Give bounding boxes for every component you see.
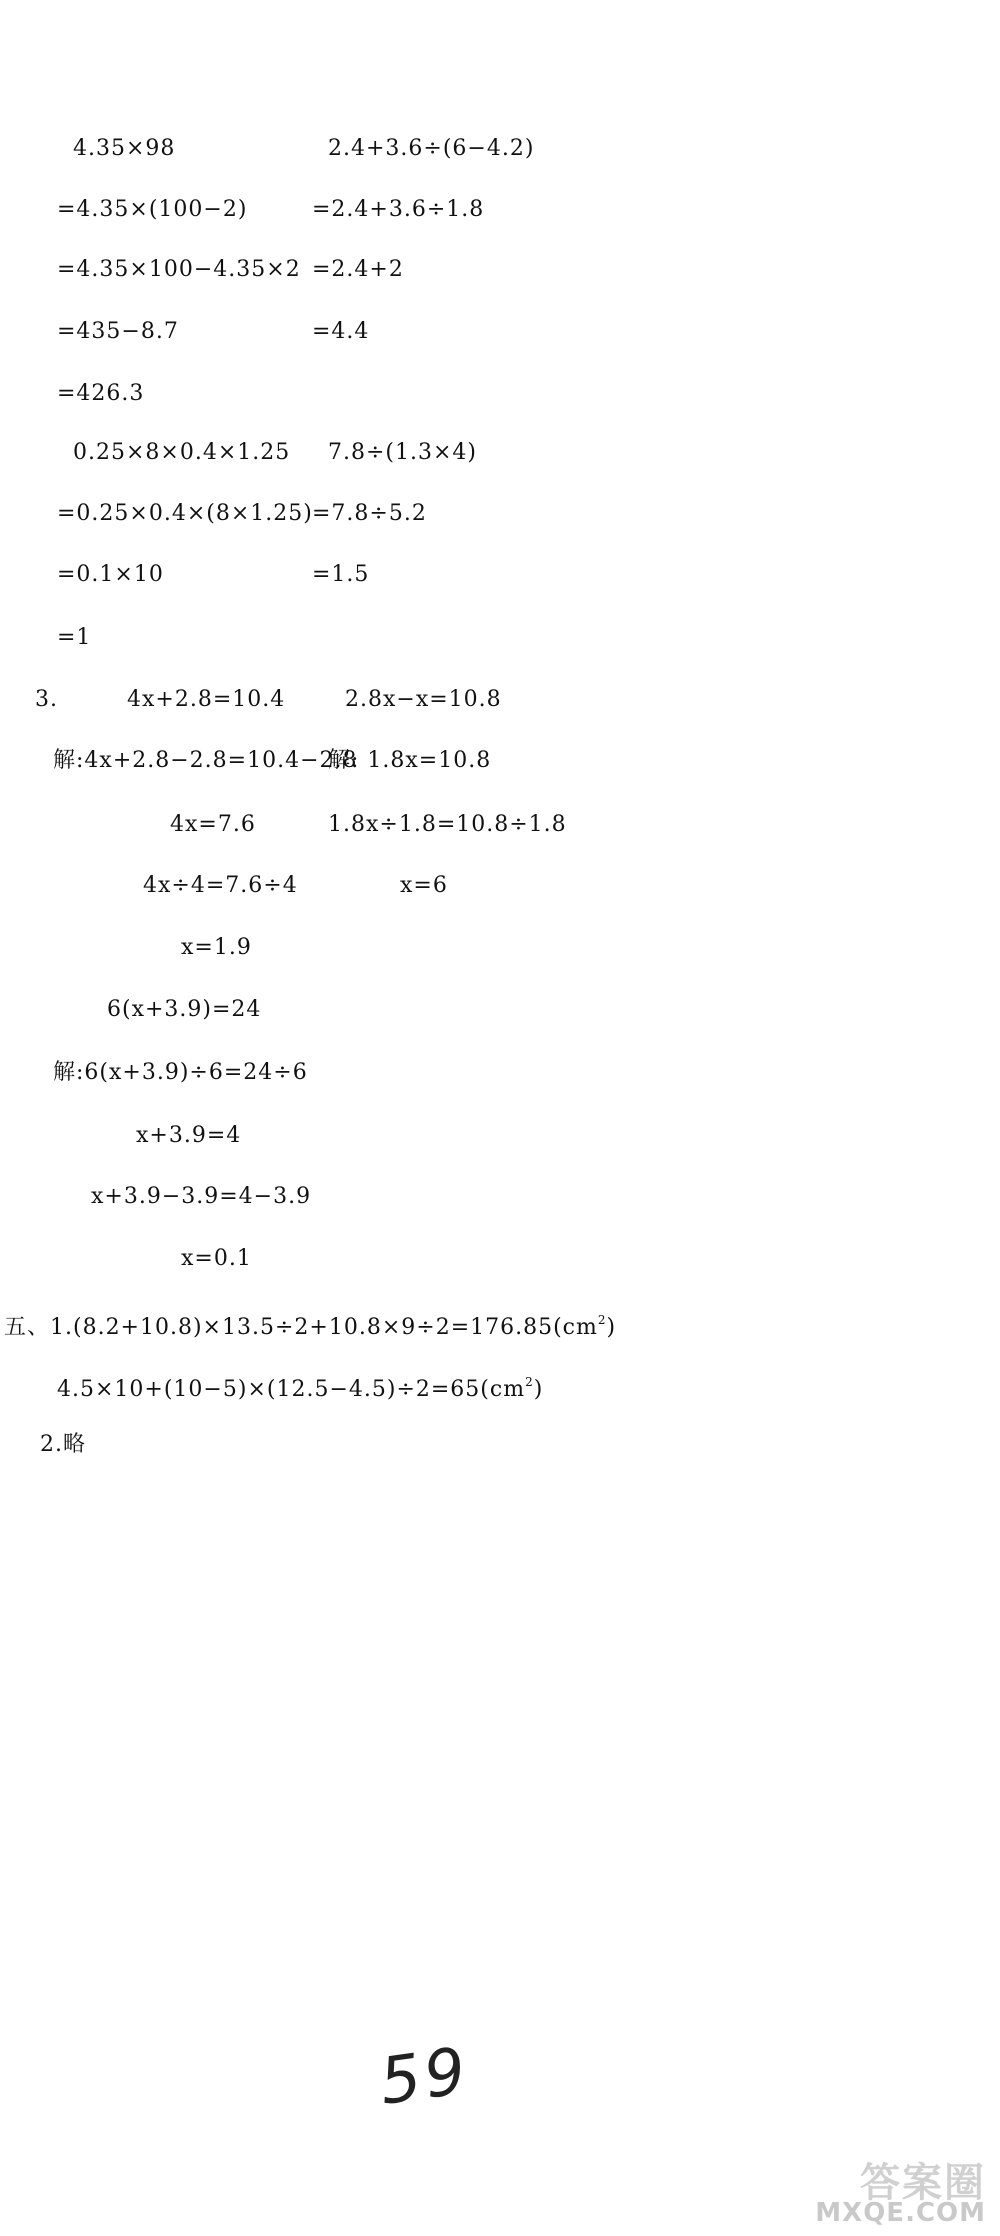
section-5-line-1-superscript: 2 — [597, 1313, 607, 1327]
section-5-line-2-superscript: 2 — [525, 1375, 534, 1389]
equation-2-step-2: 1.8x÷1.8=10.8÷1.8 — [328, 812, 567, 837]
equation-3: 6(x+3.9)=24 — [107, 997, 262, 1022]
section-5-item-2: 2.略 — [40, 1432, 86, 1457]
page-number: 59 — [375, 2034, 475, 2120]
section-5-line-1 — [4, 1306, 616, 1342]
calc-right-2-line-2: =7.8÷5.2 — [312, 501, 427, 526]
watermark-logo-text: 答案圈 — [860, 2160, 986, 2206]
calc-right-1-line-1: 2.4+3.6÷(6−4.2) — [328, 136, 535, 161]
calc-left-2-line-1: 0.25×8×0.4×1.25 — [73, 440, 291, 465]
calc-left-1-line-3: =4.35×100−4.35×2 — [57, 257, 301, 282]
equation-1-step-4: x=1.9 — [181, 935, 252, 960]
section-5-line-2 — [57, 1368, 543, 1404]
calc-right-1-line-3: =2.4+2 — [312, 257, 404, 282]
section-5-line-2-text: 4.5×10+(10−5)×(12.5−4.5)÷2=65(cm — [57, 1377, 526, 1402]
section-5-line-2-end: ) — [533, 1377, 544, 1402]
calc-left-2-line-2: =0.25×0.4×(8×1.25) — [57, 501, 313, 526]
section-5-line-1-text: 五、1.(8.2+10.8)×13.5÷2+10.8×9÷2=176.85(cm — [4, 1315, 598, 1340]
equation-1-step-2: 4x=7.6 — [170, 812, 256, 837]
equation-2-step-1: 解: 1.8x=10.8 — [328, 748, 492, 773]
section-5-line-1-end: ) — [606, 1315, 617, 1340]
equation-3-step-3: x+3.9−3.9=4−3.9 — [91, 1184, 312, 1209]
calc-left-1-line-1: 4.35×98 — [73, 136, 176, 161]
calc-left-2-line-4: =1 — [57, 625, 92, 650]
calc-left-1-line-5: =426.3 — [57, 381, 145, 406]
equation-1: 4x+2.8=10.4 — [127, 687, 286, 712]
calc-left-1-line-4: =435−8.7 — [57, 319, 179, 344]
equation-1-step-1: 解:4x+2.8−2.8=10.4−2.8 — [53, 748, 358, 773]
calc-right-1-line-2: =2.4+3.6÷1.8 — [312, 197, 485, 222]
calc-right-2-line-1: 7.8÷(1.3×4) — [328, 440, 478, 465]
equation-2: 2.8x−x=10.8 — [345, 687, 502, 712]
watermark — [815, 2160, 986, 2228]
equation-3-step-4: x=0.1 — [181, 1246, 252, 1271]
calc-right-1-line-4: =4.4 — [312, 319, 370, 344]
section-3-number: 3. — [35, 687, 58, 712]
calc-right-2-line-3: =1.5 — [312, 562, 370, 587]
calc-left-2-line-3: =0.1×10 — [57, 562, 164, 587]
equation-2-step-3: x=6 — [400, 873, 448, 898]
equation-3-step-2: x+3.9=4 — [136, 1123, 242, 1148]
watermark-url: MXQE.COM — [815, 2198, 986, 2228]
calc-left-1-line-2: =4.35×(100−2) — [57, 197, 248, 222]
equation-1-step-3: 4x÷4=7.6÷4 — [143, 873, 298, 898]
equation-3-step-1: 解:6(x+3.9)÷6=24÷6 — [53, 1060, 308, 1085]
